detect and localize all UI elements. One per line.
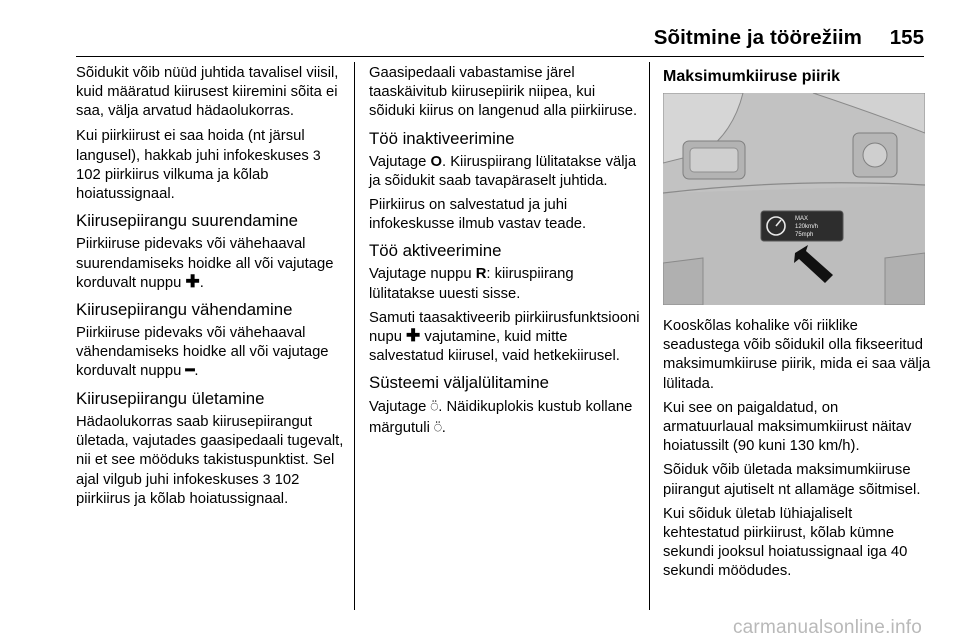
column-1 — [76, 64, 346, 515]
paragraph: Sõiduk võib ületada maksimumkiiruse piirangut ajutiselt nt allamäge sõitmisel. — [663, 462, 921, 498]
page-header — [0, 0, 960, 56]
column-2 — [369, 64, 641, 443]
dashboard-drawing — [663, 93, 925, 305]
label-kmh: 120km/h — [795, 224, 819, 230]
paragraph: Vajutage nuppu R: kiiruspiirang lülitatakse uuesti sisse. — [369, 266, 574, 302]
plus-button-icon: ✚ — [185, 271, 200, 291]
paragraph: Vajutage ⍥. Näidikuplokis kustub kollane märgutuli ⍥. — [369, 399, 633, 436]
paragraph: Kui piirkiirust ei saa hoida (nt järsul langusel), hakkab juhi infokeskuses 3 102 piirkiirus vilkuma ja kõlab hoiatussignaal. — [76, 127, 321, 203]
paragraph: Kui sõiduk ületab lühiajaliselt kehtestatud piirkiirust, kõlab kümne sekundi jooksul hoiatussignaal iga 40 sekundi möödudes. — [663, 505, 908, 580]
label-mph: 75mph — [795, 232, 814, 238]
page-title: Sõitmine ja töörežiim — [653, 26, 862, 49]
page-number: 155 — [889, 26, 924, 49]
paragraph: Kui see on paigaldatud, on armatuurlaual maksimumkiirust näitav hoiatussilt (90 kuni 130 km/h). — [663, 399, 912, 455]
column-3 — [663, 64, 931, 587]
r-button-icon: R — [475, 266, 487, 283]
section-heading: Kiirusepiirangu suurendamine — [76, 211, 299, 231]
speed-limiter-icon: ⍥ — [430, 399, 439, 415]
header-rule — [76, 56, 924, 57]
paragraph: Hädaolukorras saab kiirusepiirangut ületada, vajutades gaasipedaali tugevalt, nii et see mööduks takistuspunktist. Sel ajal vilgub juhi infokeskuses 3 102 piirkiirus ja kõlab hoiatussignaal. — [76, 413, 344, 508]
column-divider — [649, 62, 650, 610]
page-reference[interactable]: 102 — [76, 167, 101, 184]
paragraph: Gaasipedaali vabastamise järel taaskäivitub kiirusepiirik niipea, kui sõiduki kiirus on langenud alla piirkiiruse. — [369, 65, 638, 120]
page-reference[interactable]: 102 — [274, 472, 300, 489]
paragraph: Kooskõlas kohalike või riiklike seadustega võib sõidukil olla fikseeritud maksimumkiiruse piirik, mida ei saa välja lülitada. — [663, 318, 931, 392]
cross-reference-icon: 3 — [262, 471, 271, 488]
dashboard-illustration — [663, 93, 925, 305]
plus-button-icon: ✚ — [406, 326, 421, 346]
section-heading: Süsteemi väljalülitamine — [369, 373, 550, 393]
speed-limiter-icon: ⍥ — [433, 419, 442, 435]
paragraph: Vajutage O. Kiiruspiirang lülitatakse välja ja sõidukit saab tavapäraselt juhtida. — [369, 153, 637, 189]
minus-button-icon: ━ — [185, 363, 195, 380]
paragraph: Piirkiirus on salvestatud ja juhi infokeskusse ilmub vastav teade. — [369, 197, 587, 233]
watermark: carmanualsonline.info — [732, 617, 922, 638]
o-button-icon: O — [430, 153, 442, 170]
cross-reference-icon: 3 — [312, 146, 321, 163]
label-max: MAX — [795, 216, 809, 222]
section-heading: Töö inaktiveerimine — [369, 128, 515, 148]
section-heading: Kiirusepiirangu ületamine — [76, 388, 265, 408]
section-heading: Kiirusepiirangu vähendamine — [76, 300, 293, 320]
paragraph: Sõidukit võib nüüd juhtida tavalisel viisil, kuid määratud kiirusest kiiremini sõita ei saa, välja arvatud hädaolukorras. — [76, 65, 339, 120]
column-divider — [354, 62, 355, 610]
paragraph: Samuti taasaktiveerib piirkiirusfunktsiooni nupu ✚ vajutamine, kuid mitte salvestatud kiirusel, vaid hetkekiirusel. — [369, 309, 640, 365]
section-heading: Töö aktiveerimine — [369, 241, 502, 261]
paragraph: Piirkiiruse pidevaks või vähehaaval suurendamiseks hoidke all või vajutage korduvalt nuppu ✚. — [76, 236, 334, 291]
section-heading: Maksimumkiiruse piirik — [663, 68, 840, 85]
paragraph: Piirkiiruse pidevaks või vähehaaval vähendamiseks hoidke all või vajutage korduvalt nuppu ━. — [76, 325, 329, 380]
